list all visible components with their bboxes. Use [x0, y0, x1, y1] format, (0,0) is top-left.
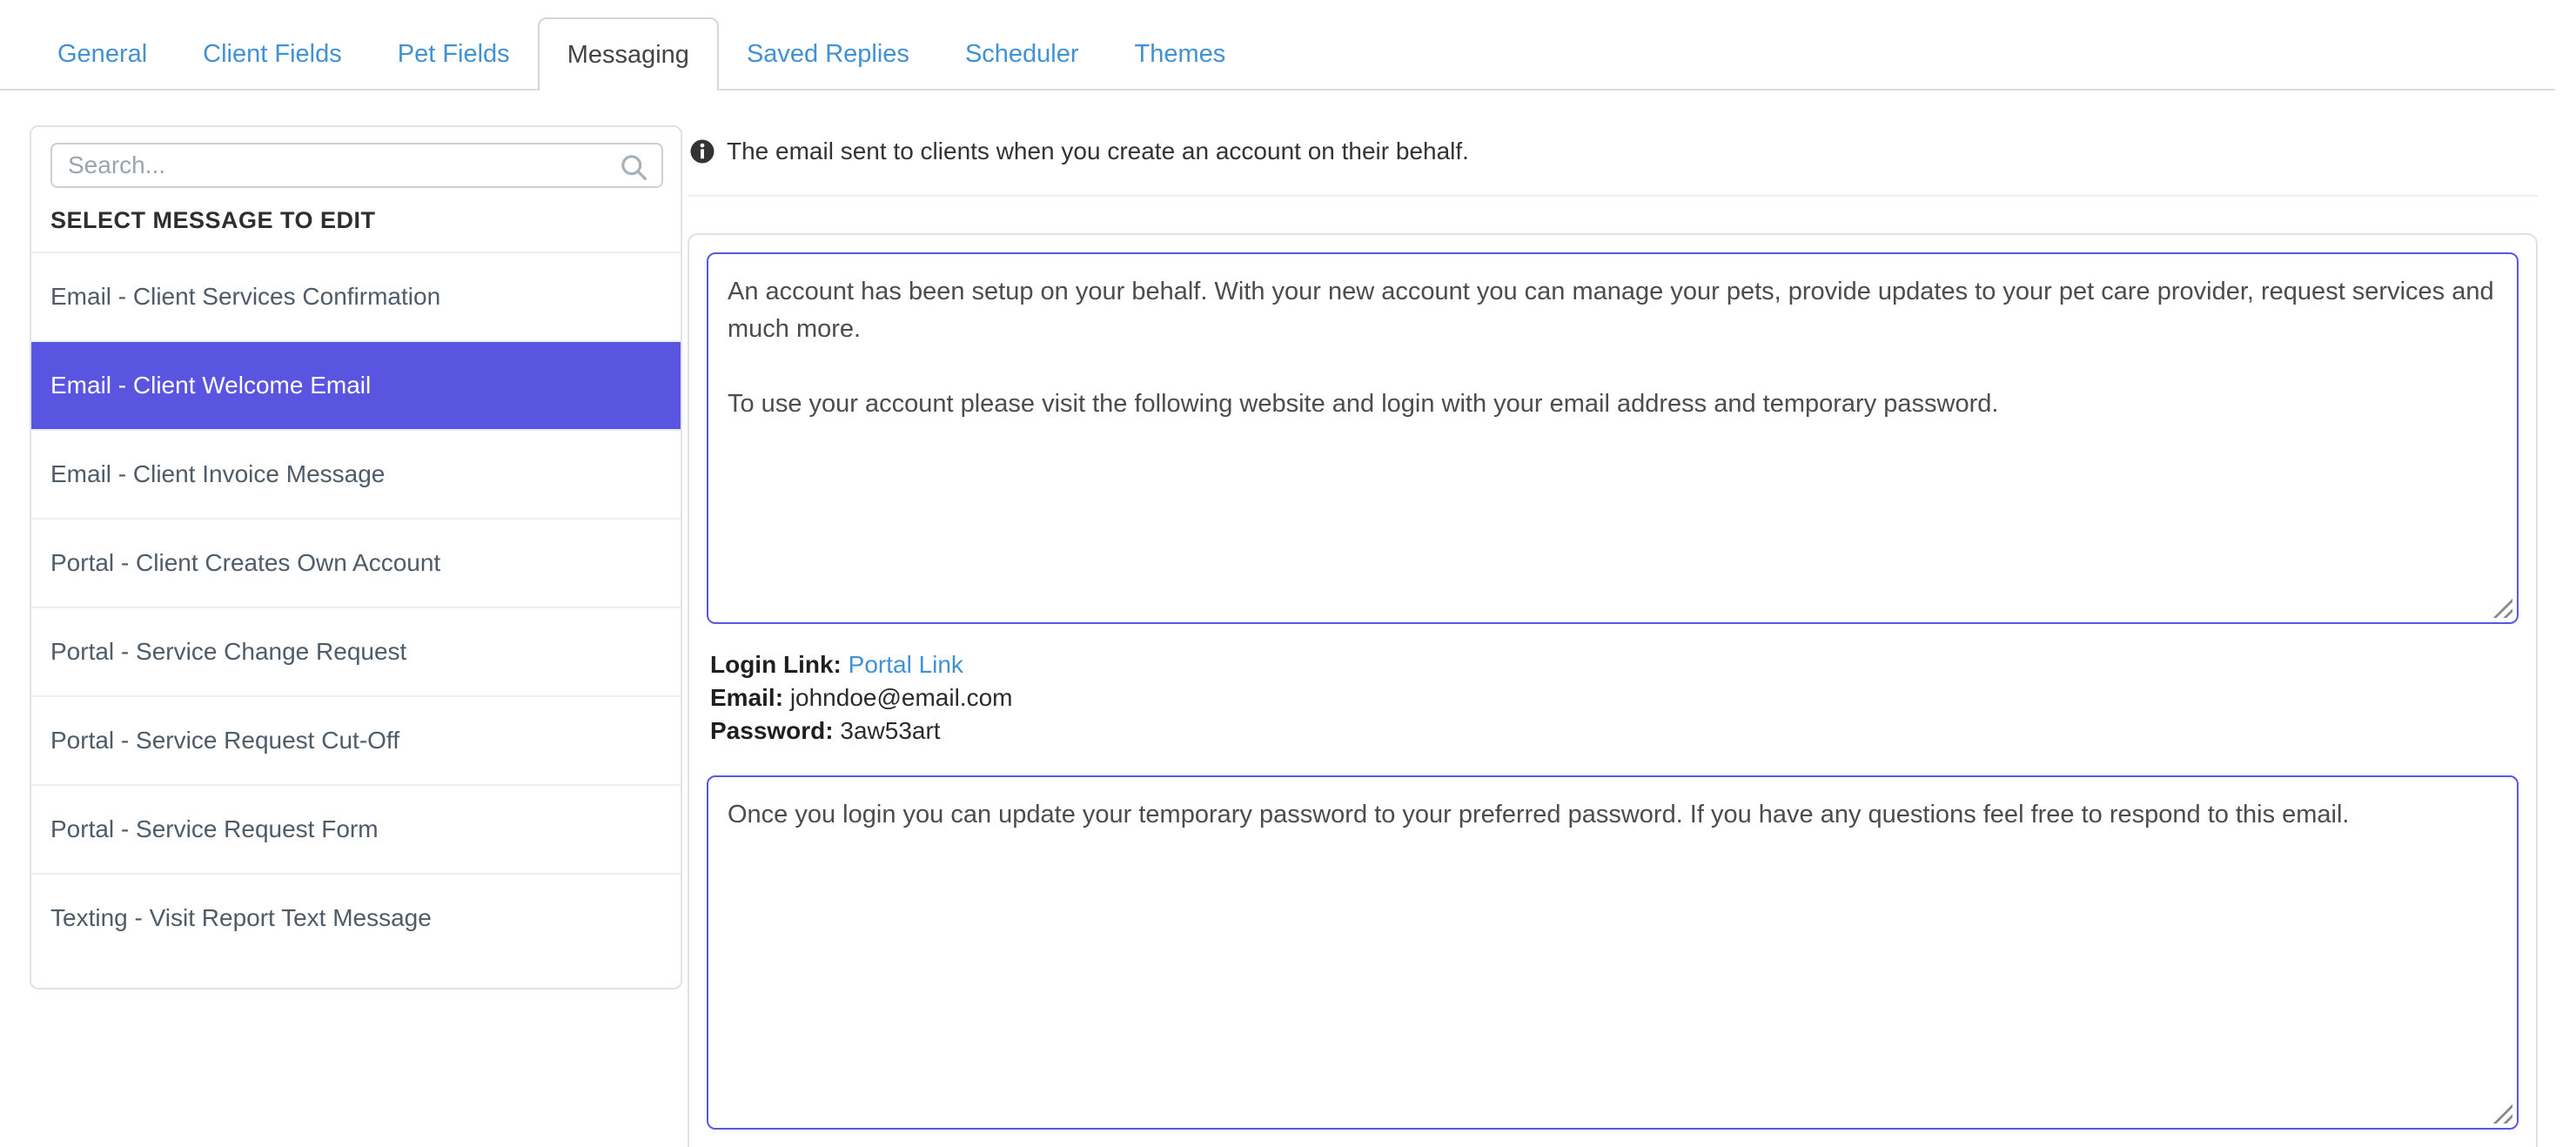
list-item-service-change-request[interactable]: Portal - Service Change Request — [31, 607, 681, 695]
password-label: Password: — [710, 717, 834, 744]
message-bottom-textarea[interactable] — [707, 775, 2519, 1130]
list-item-client-invoice-message[interactable]: Email - Client Invoice Message — [31, 429, 681, 518]
login-link-row — [710, 648, 2519, 681]
email-row — [710, 681, 2519, 714]
search-input[interactable] — [50, 143, 663, 188]
settings-tab-bar — [0, 0, 2576, 91]
tab-saved-replies[interactable]: Saved Replies — [746, 39, 909, 68]
tab-messaging[interactable]: Messaging — [538, 17, 719, 91]
list-item-service-request-form[interactable]: Portal - Service Request Form — [31, 784, 681, 873]
portal-link[interactable]: Portal Link — [848, 651, 963, 678]
list-item-client-services-confirmation[interactable]: Email - Client Services Confirmation — [31, 252, 681, 340]
message-bottom-wrap — [707, 775, 2519, 1130]
list-item-client-creates-own-account[interactable]: Portal - Client Creates Own Account — [31, 518, 681, 607]
tab-client-fields[interactable]: Client Fields — [203, 39, 342, 68]
password-row — [710, 714, 2519, 748]
list-item-visit-report-text-message[interactable]: Texting - Visit Report Text Message — [31, 873, 681, 962]
message-top-wrap — [707, 252, 2519, 624]
info-icon — [689, 138, 715, 164]
list-heading: SELECT MESSAGE TO EDIT — [50, 207, 376, 233]
message-list-panel — [30, 125, 682, 989]
login-link-label: Login Link: — [710, 651, 842, 678]
email-value: johndoe@email.com — [789, 684, 1013, 711]
password-value: 3aw53art — [840, 717, 941, 744]
message-editor-card — [688, 233, 2538, 1147]
divider — [688, 195, 2538, 197]
info-line — [689, 138, 2538, 165]
message-top-textarea[interactable] — [707, 252, 2519, 624]
search-bar — [50, 143, 663, 188]
message-list — [31, 252, 681, 962]
credentials-block — [710, 648, 2519, 748]
list-item-client-welcome-email[interactable]: Email - Client Welcome Email — [31, 340, 681, 429]
tab-scheduler[interactable]: Scheduler — [964, 39, 1079, 68]
main-content — [688, 125, 2538, 1147]
tab-general[interactable]: General — [57, 39, 148, 68]
info-text: The email sent to clients when you create an account on their behalf. — [727, 138, 1469, 164]
tab-themes[interactable]: Themes — [1134, 39, 1226, 68]
email-label: Email: — [710, 684, 784, 711]
tab-pet-fields[interactable]: Pet Fields — [397, 39, 510, 68]
list-item-service-request-cut-off[interactable]: Portal - Service Request Cut-Off — [31, 695, 681, 784]
